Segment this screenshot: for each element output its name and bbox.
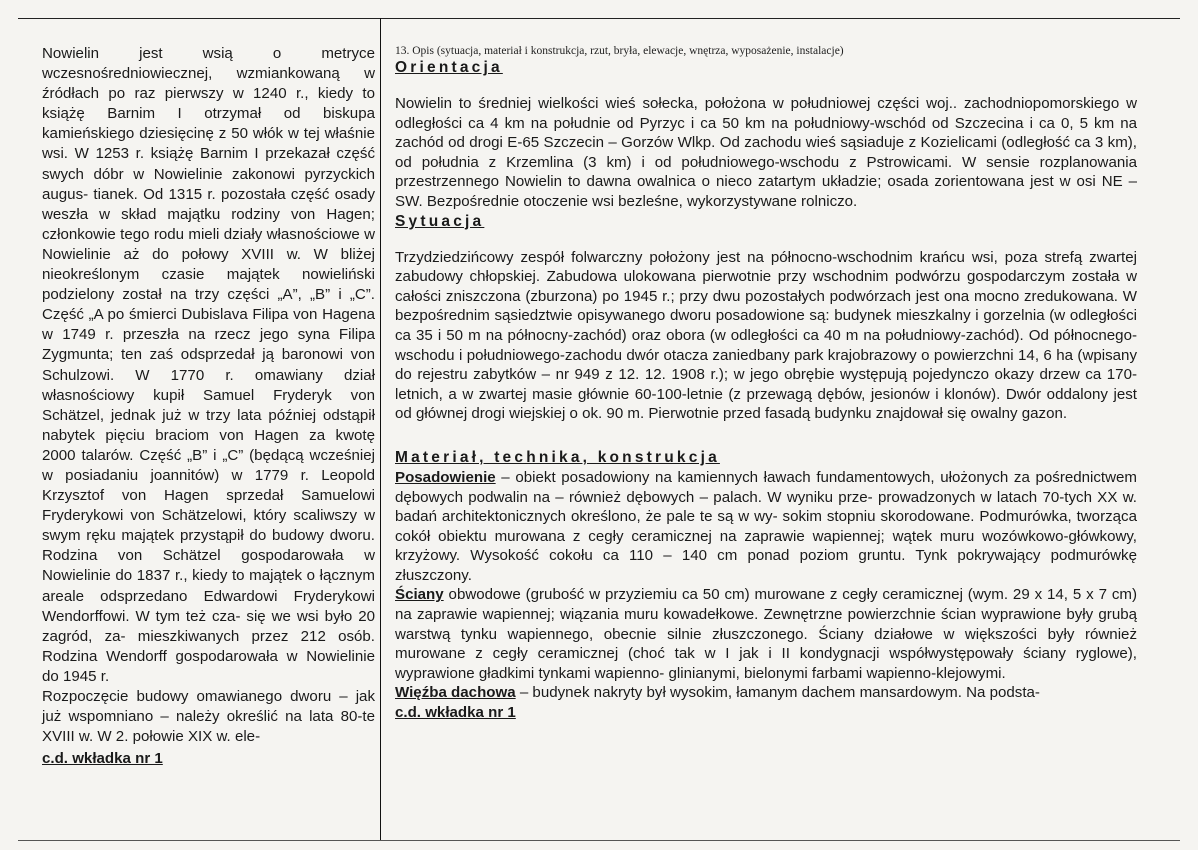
continuation-note-left: c.d. wkładka nr 1 [42, 750, 163, 768]
description-column [395, 44, 1137, 723]
wiezba-label: Więźba dachowa [395, 684, 516, 702]
heading-sytuacja: Sytuacja [395, 212, 485, 230]
heading-orientacja: Orientacja [395, 59, 503, 76]
wiezba-text: – budynek nakryty był wysokim, łamanym dachem mansardowym. Na podsta- [515, 684, 1040, 702]
heading-material: Materiał, technika, konstrukcja [395, 448, 720, 466]
continuation-note-right: c.d. wkładka nr 1 [395, 704, 516, 722]
bottom-rule [18, 840, 1180, 841]
sciany-text: obwodowe (grubość w przyziemiu ca 50 cm) murowane z cegły ceramicznej (wym. 29 x 14, 5 x 7 cm) na zaprawie wapiennej; wiązania muru kowadełkowe. Zewnętrzne powierzchnie ścian wyprawione były grubą warstwą tynku wapiennego, obecnie silnie złuszczonego. Ściany działowe w większości były również murowane z cegły ceramicznej (choć tak w I jak i II kondygnacji współwystępowały ściany ryglowe), wyprawione gładkimi tynkami wapienno- glinianymi, bielonymi farbami wapienno-klejowymi. [395, 586, 1137, 682]
section-13-header: 13. Opis (sytuacja, materiał i konstrukcja, rzut, bryła, elewacje, wnętrza, wyposażenie, instalacje) [395, 45, 844, 57]
orientacja-text: Nowielin to średniej wielkości wieś sołecka, położona w południowej części woj.. zachodniopomorskiego w odległości ca 4 km na południe od Pyrzyc i ca 50 km na południowy-wschód od Szczecina i ca 0, 5 km na zachód od drogi E-65 Szczecin – Gorzów Wlkp. Od zachodu wieś sąsiaduje z Kozielicami (odległość ca 3 km), od południa z Krzemlina (3 km) i od południowego-wschodu z Pstrowicami. W sensie rozplanowania przestrzennego Nowielin to dawna owalnica o nieco zatartym układzie; osada zorientowana jest w osi NE – SW. Bezpośrednie otoczenie wsi bezleśne, wykorzystywane rolniczo. [395, 95, 1137, 210]
history-column [42, 44, 375, 769]
sciany-paragraph [395, 585, 1137, 683]
history-paragraph-1: Nowielin jest wsią o metryce wczesnośredniowiecznej, wzmiankowaną w źródłach po raz pierwszy w 1240 r., kiedy to książę Barnim I otrzymał od biskupa kamieńskiego dziesięcinę z 50 włók w tej właśnie wsi. W 1253 r. książę Barnim I przekazał część swych dóbr w Nowielinie zakonowi pyrzyckich augus- tianek. Od 1315 r. pozostała część osady weszła w skład majątku rodziny von Hagen; członkowie tego rodu mieli działy własnościowe w Nowielinie aż do połowy XVIII w. W bliżej nieokreślonym czasie majątek nowieliński podzielony został na trzy części „A”, „B” i „C”. Część „A po śmierci Dubislava Filipa von Hagena w 1749 r. przeszła na rzecz jego syna Filipa Zygmunta; ten zaś odsprzedał ją baronowi von Schulzowi. W 1770 r. omawiany dział własnościowy kupił Samuel Fryderyk von Schätzel, jednak już w trzy lata później odstąpił nabytek pięciu braciom von Hagen za kwotę 2000 talarów. Część „B” i „C” (będącą wcześniej w posiadaniu joannitów) w 1779 r. Leopold Krzysztof von Hagen sprzedał Samuelowi Fryderykowi von Schätzelowi, który scaliwszy w swym ręku majątek przystąpił do budowy dworu. Rodzina von Schätzel gospodarowała w Nowielinie do 1837 r., kiedy to majątek o łącznym areale odsprzedano Edwardowi Fryderykowi Wendorffowi. W tym też cza- się we wsi było 20 zagród, za- mieszkiwanych przez 212 osób. Rodzina Wendorff gospodarowała w Nowielinie do 1945 r. [42, 45, 375, 685]
sciany-label: Ściany [395, 586, 444, 604]
posadowienie-paragraph [395, 468, 1137, 586]
wiezba-paragraph [395, 683, 1137, 703]
column-divider [380, 18, 381, 840]
sytuacja-text: Trzydziedzińcowy zespół folwarczny położony jest na północno-wschodnim krańcu wsi, poza strefą zwartej zabudowy chłopskiej. Zabudowa ulokowana pierwotnie przy wschodnim podwórzu gospodarczym została w całości zniszczona (zburzona) po 1945 r.; przy dwu pozostałych podwórzach jest ona mocno zredukowana. W bezpośrednim sąsiedztwie opisywanego dworu posadowione są: budynek mieszkalny i gorzelnia (w odległości ca 35 i 50 m na północny-zachód) oraz obora (w odległości ca 40 m na południowy-zachód). Od północnego-wschodu i południowego-zachodu dwór otacza zaniedbany park krajobrazowy o powierzchni 14, 6 ha (wpisany do rejestru zabytków – nr 949 z 12. 12. 1908 r.); w jego obrębie występują pojedynczo okazy drzew ca 170-letnich, a w zwartej masie głównie 60-100-letnie (z przewagą dębów, jesionów i klonów). Dwór oddalony jest od głównej drogi wiejskiej o ok. 90 m. Pierwotnie przed fasadą budynku znajdował się owalny gazon. [395, 248, 1137, 423]
history-paragraph-2: Rozpoczęcie budowy omawianego dworu – jak już wspomniano – należy określić na lata 80-te XVIII w. W 2. połowie XIX w. ele- [42, 688, 375, 746]
posadowienie-text: – obiekt posadowiony na kamiennych ławach fundamentowych, ułożonych za pośrednictwem dębowych podwalin na – również dębowych – palach. W wyniku prze- prowadzonych w latach 70-tych XX w. badań architektonicznych określono, że pale te są w wy- sokim stopniu skorodowane. Podmurówka, tworząca cokół obiektu murowana z cegły ceramicznej na zaprawie wapiennej; wątek muru wozówkowo-główkowy, krzyżowy. Wysokość cokołu ca 110 – 140 cm ponad poziom gruntu. Tynk pokrywający podmurówkę złuszczony. [395, 468, 1137, 584]
top-rule [18, 18, 1180, 19]
posadowienie-label: Posadowienie [395, 468, 496, 486]
